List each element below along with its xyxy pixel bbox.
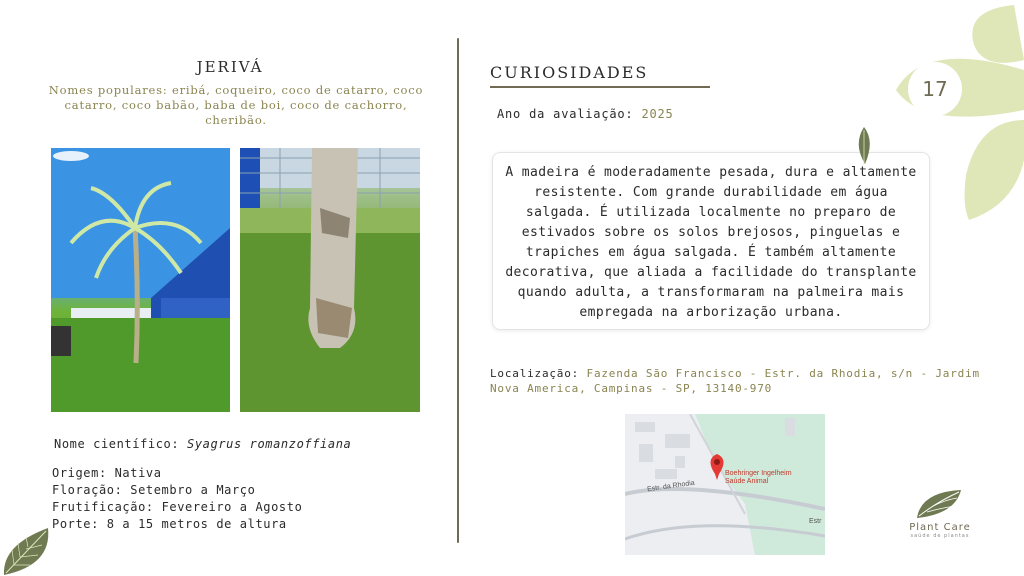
- fact-fruiting: [52, 499, 302, 516]
- leaf-decoration: [884, 0, 1024, 230]
- plant-facts: [52, 465, 302, 533]
- brand-logo: [900, 488, 980, 539]
- fact-value: Setembro a Março: [130, 483, 256, 497]
- location: [490, 366, 980, 396]
- curiosities-text: A madeira é moderadamente pesada, dura e altamente resistente. Com grande durabilidade em água salgada. É utilizada localmente no preparo de estivados sobre os solos brejosos, pinguelas e trapiches em água salgada. É também altamente decorativa, que aliada a facilidade do transplante quando adulta, a transformaram na palmeira mais empregada na arborização urbana.: [505, 165, 917, 320]
- location-label: Localização:: [490, 367, 580, 380]
- left-panel: [0, 0, 460, 576]
- map-place-label: [725, 470, 792, 486]
- scientific-name-label: Nome científico:: [54, 437, 180, 451]
- year-label: Ano da avaliação:: [497, 107, 634, 121]
- plant-care-logo-icon: [911, 488, 969, 522]
- map-place-line1: Boehringer Ingelheim: [725, 470, 792, 477]
- popular-names: [36, 83, 436, 128]
- fact-label: Origem:: [52, 466, 107, 480]
- brand-tagline: saúde de plantas: [910, 533, 970, 539]
- popular-names-label: Nomes populares:: [48, 83, 168, 97]
- fact-size: [52, 516, 302, 533]
- curiosities-title: CURIOSIDADES: [490, 63, 649, 82]
- species-title: JERIVÁ: [196, 58, 264, 76]
- palm-tree-photo: [51, 148, 230, 412]
- scientific-name-value: Syagrus romanzoffiana: [187, 437, 352, 451]
- fact-value: 8 a 15 metros de altura: [106, 517, 287, 531]
- curiosities-card: [492, 152, 930, 330]
- fact-label: Frutificação:: [52, 500, 154, 514]
- palm-trunk-photo: [240, 148, 420, 412]
- map-road-label-2: Estr: [809, 518, 822, 525]
- scientific-name: [54, 437, 351, 451]
- map-place-line2: Saúde Animal: [725, 478, 769, 485]
- fact-flowering: [52, 482, 302, 499]
- popular-names-value: eribá, coqueiro, coco de catarro, coco catarro, coco babão, baba de boi, coco de cachorro, cheribão.: [64, 83, 424, 127]
- evaluation-year: [497, 107, 674, 121]
- map-road-label: Estr. da Rhodia: [646, 479, 696, 494]
- brand-name: Plant Care: [909, 522, 971, 533]
- fact-origin: [52, 465, 302, 482]
- leaf-icon: [853, 126, 875, 166]
- fact-label: Porte:: [52, 517, 99, 531]
- page-number: 17: [908, 62, 962, 116]
- fact-value: Fevereiro a Agosto: [161, 500, 303, 514]
- leaf-corner-icon: [0, 525, 52, 576]
- title-underline: [490, 86, 710, 88]
- location-value: Fazenda São Francisco - Estr. da Rhodia, s/n - Jardim Nova America, Campinas - SP, 13140-970: [490, 367, 980, 395]
- year-value: 2025: [641, 107, 674, 121]
- column-divider: [457, 38, 459, 543]
- fact-label: Floração:: [52, 483, 123, 497]
- fact-value: Nativa: [114, 466, 162, 480]
- location-map[interactable]: [625, 414, 825, 555]
